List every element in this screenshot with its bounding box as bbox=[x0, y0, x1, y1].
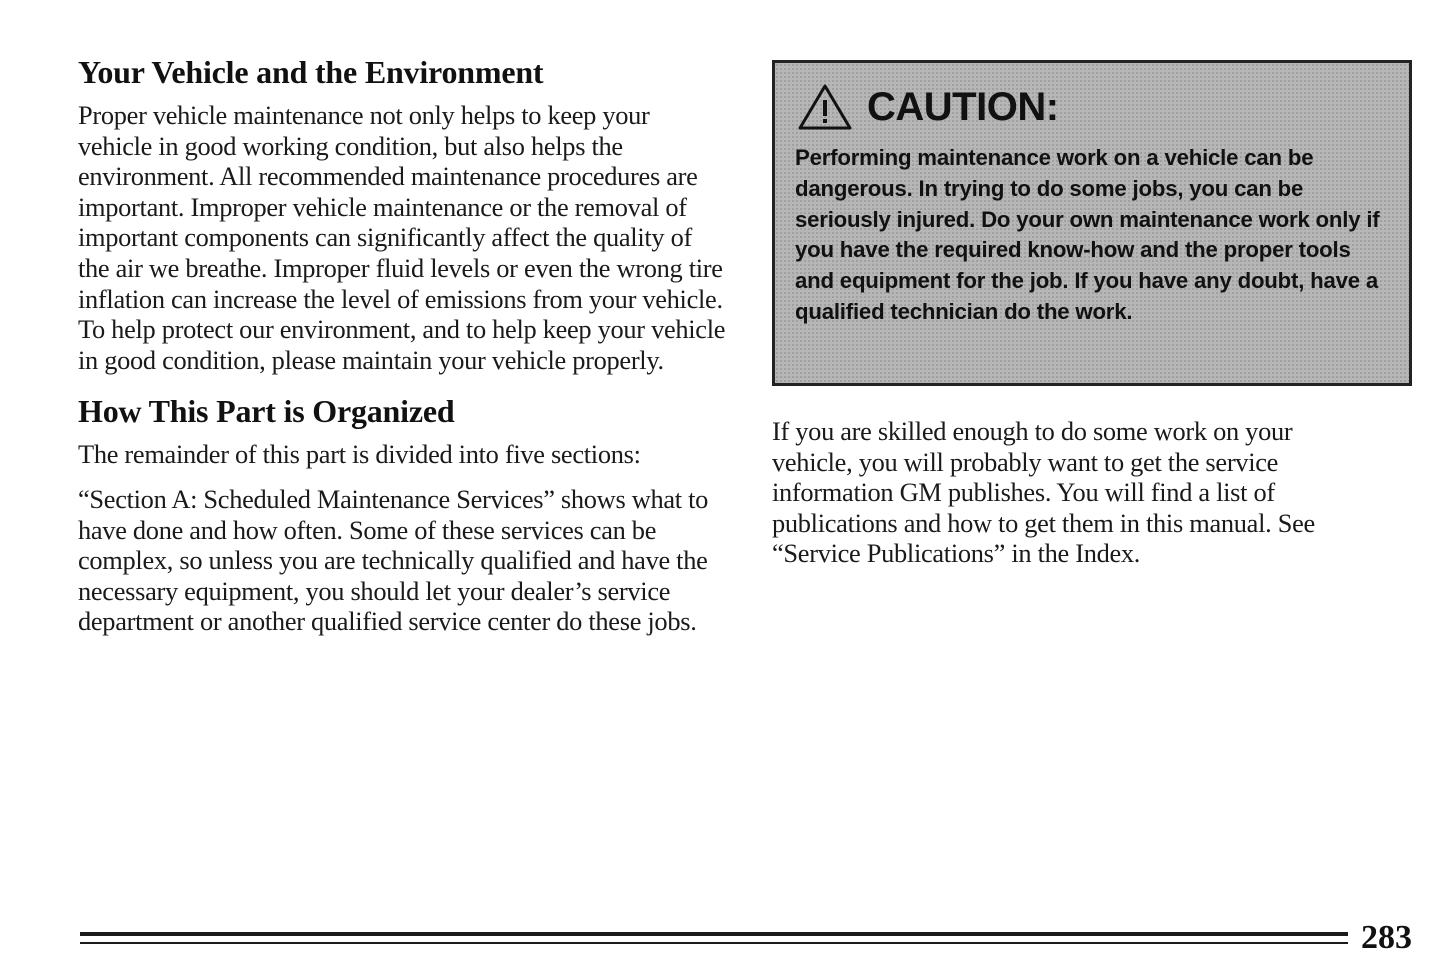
caution-header bbox=[795, 83, 1391, 131]
footer-rule-thick bbox=[80, 932, 1348, 936]
right-column bbox=[772, 60, 1420, 583]
section-a-paragraph: “Section A: Scheduled Maintenance Services” shows what to have done and how often. Some of these services can be complex, so unless you are technically qualified and have the necessary equipment, you should let your dealer’s service department or another qualified service center do these jobs. bbox=[78, 483, 709, 637]
left-column bbox=[78, 52, 728, 651]
environment-paragraph: Proper vehicle maintenance not only helps to keep your vehicle in good working condition, but also helps the environment. All recommended maintenance procedures are important. Improper vehicle maintenance or the removal of important components can significantly affect the quality of the air we breathe. Improper fluid levels or even the wrong tire inflation can increase the level of emissions from your vehicle. To help protect our environment, and to help keep your vehicle in good condition, please maintain your vehicle properly. bbox=[78, 100, 726, 375]
warning-triangle-icon bbox=[797, 83, 853, 131]
organization-heading: How This Part is Organized bbox=[78, 393, 455, 430]
environment-heading: Your Vehicle and the Environment bbox=[78, 54, 544, 90]
caution-title: CAUTION: bbox=[867, 85, 1059, 129]
page-number: 283 bbox=[1361, 919, 1412, 956]
footer-rule-thin bbox=[80, 942, 1348, 944]
caution-box bbox=[772, 60, 1412, 386]
sections-intro-paragraph: The remainder of this part is divided into five sections: bbox=[78, 439, 641, 470]
service-info-paragraph: If you are skilled enough to do some work on your vehicle, you will probably want to get the service information GM publishes. You will find a list of publications and how to get them in this manual. See “Service Publications” in the Index. bbox=[772, 416, 1315, 569]
caution-text: Performing maintenance work on a vehicle can be dangerous. In trying to do some jobs, you can be seriously injured. Do your own maintenance work only if you have the required know-how and the proper tools and equipment for the job. If you have any doubt, have a qualified technician do the work. bbox=[795, 145, 1380, 324]
